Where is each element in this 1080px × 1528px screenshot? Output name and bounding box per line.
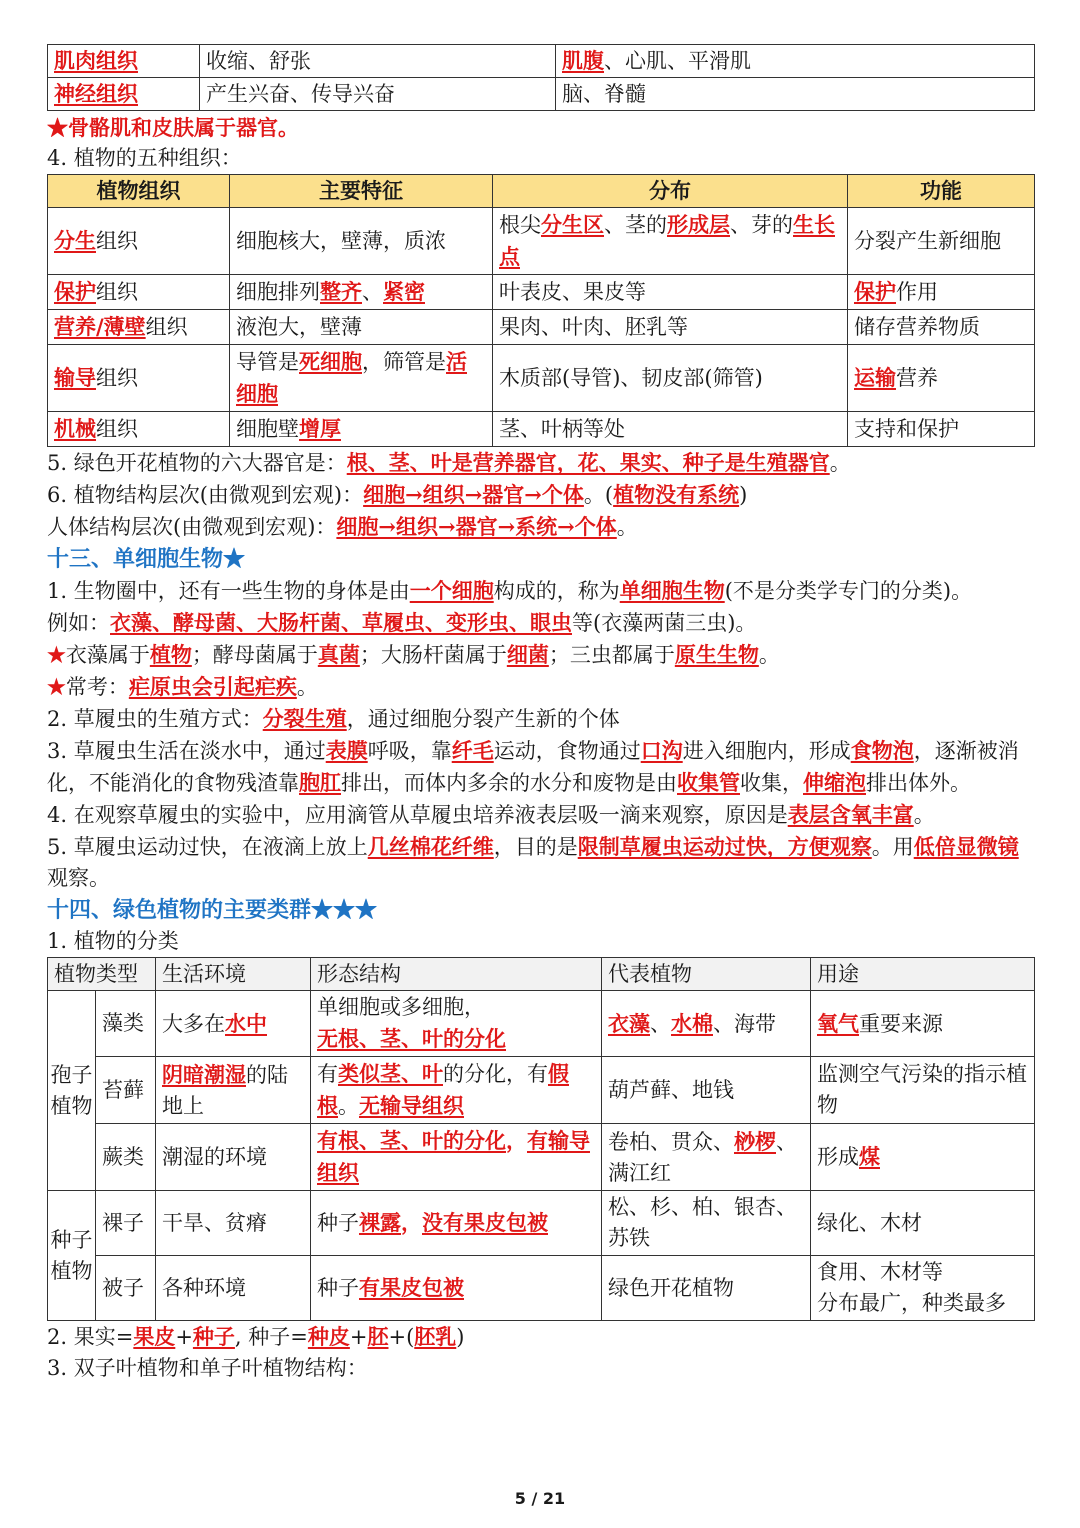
plant-environment: 潮湿的环境 <box>156 1124 311 1191</box>
tissue-example: 脑、脊髓 <box>556 78 1035 111</box>
tissue-distribution: 果肉、叶肉、胚乳等 <box>493 310 848 345</box>
plant-morphology: 种子裸露，没有果皮包被 <box>311 1191 602 1256</box>
column-header: 用途 <box>811 958 1035 991</box>
tissue-name: 肌肉组织 <box>54 48 138 73</box>
tissue-name: 输导组织 <box>48 345 230 412</box>
tissue-feature: 导管是死细胞，筛管是活细胞 <box>230 345 493 412</box>
paragraph: 5. 草履虫运动过快，在液滴上放上几丝棉花纤维，目的是限制草履虫运动过快，方便观察。用低倍显微镜观察。 <box>47 834 1019 890</box>
animal-tissue-table <box>47 44 1035 111</box>
plant-representative: 松、杉、柏、银杏、苏铁 <box>602 1191 811 1256</box>
column-header: 形态结构 <box>311 958 602 991</box>
paragraph: ★常考：疟原虫会引起疟疾。 <box>47 674 318 699</box>
plant-type: 藻类 <box>96 991 156 1057</box>
table-row <box>48 1124 1035 1191</box>
tissue-name: 保护组织 <box>48 275 230 310</box>
paragraph: ★衣藻属于植物；酵母菌属于真菌；大肠杆菌属于细菌；三虫都属于原生生物。 <box>47 642 780 667</box>
plant-use: 食用、木材等 分布最广，种类最多 <box>811 1256 1035 1321</box>
plant-classification-table <box>47 957 1035 1321</box>
plant-type: 裸子 <box>96 1191 156 1256</box>
column-header: 功能 <box>848 175 1035 208</box>
example-rest: 、心肌、平滑肌 <box>604 49 751 73</box>
tissue-name: 分生组织 <box>48 208 230 275</box>
table-row <box>48 45 1035 78</box>
tissue-function: 保护作用 <box>848 275 1035 310</box>
table-row <box>48 412 1035 447</box>
tissue-distribution: 根尖分生区、茎的形成层、芽的生长点 <box>493 208 848 275</box>
plant-representative: 卷柏、贯众、桫椤、满江红 <box>602 1124 811 1191</box>
table-row <box>48 208 1035 275</box>
tissue-feature: 细胞排列整齐、紧密 <box>230 275 493 310</box>
tissue-function: 收缩、舒张 <box>200 45 556 78</box>
tissue-name: 神经组织 <box>54 81 138 106</box>
plant-morphology: 有类似茎、叶的分化，有假根。无输导组织 <box>311 1057 602 1124</box>
table-header-row <box>48 958 1035 991</box>
tissue-feature: 细胞壁增厚 <box>230 412 493 447</box>
tissue-function: 运输营养 <box>848 345 1035 412</box>
star-icon: ★ <box>47 674 66 699</box>
tissue-function: 储存营养物质 <box>848 310 1035 345</box>
paragraph: 4. 在观察草履虫的实验中，应用滴管从草履虫培养液表层吸一滴来观察，原因是表层含氧丰富。 <box>47 802 935 827</box>
plant-environment: 干旱、贫瘠 <box>156 1191 311 1256</box>
paragraph: 1. 生物圈中，还有一些生物的身体是由一个细胞构成的，称为单细胞生物(不是分类学专门的分类)。 <box>47 578 973 603</box>
section-heading: 十四、绿色植物的主要类群★★★ <box>47 897 378 923</box>
table-row <box>48 1191 1035 1256</box>
page-number: 5 / 21 <box>514 1489 566 1508</box>
table-row <box>48 78 1035 111</box>
plant-type: 被子 <box>96 1256 156 1321</box>
paragraph: 6. 植物结构层次(由微观到宏观)：细胞→组织→器官→个体。(植物没有系统) <box>47 482 748 507</box>
plant-group: 孢子植物 <box>48 991 96 1191</box>
tissue-function: 支持和保护 <box>848 412 1035 447</box>
tissue-function: 分裂产生新细胞 <box>848 208 1035 275</box>
tissue-distribution: 叶表皮、果皮等 <box>493 275 848 310</box>
paragraph: 人体结构层次(由微观到宏观)：细胞→组织→器官→系统→个体。 <box>47 514 638 539</box>
plant-representative: 绿色开花植物 <box>602 1256 811 1321</box>
tissue-distribution: 木质部(导管)、韧皮部(筛管) <box>493 345 848 412</box>
table-row <box>48 1057 1035 1124</box>
paragraph: 3. 草履虫生活在淡水中，通过表膜呼吸，靠纤毛运动，食物通过口沟进入细胞内，形成食物泡，逐渐被消化，不能消化的食物残渣靠胞肛排出，而体内多余的水分和废物是由收集管收集，伸缩泡排出体外。 <box>47 738 1019 795</box>
section-heading: 十三、单细胞生物★ <box>47 546 246 572</box>
paragraph: 1. 植物的分类 <box>47 929 179 953</box>
paragraph: 例如：衣藻、酵母菌、大肠杆菌、草履虫、变形虫、眼虫等(衣藻两菌三虫)。 <box>47 610 757 635</box>
plant-use: 监测空气污染的指示植物 <box>811 1057 1035 1124</box>
column-header: 代表植物 <box>602 958 811 991</box>
tissue-example <box>556 45 1035 78</box>
example-highlight: 肌腹 <box>562 48 604 73</box>
table-row <box>48 275 1035 310</box>
plant-type: 苔藓 <box>96 1057 156 1124</box>
plant-environment: 大多在水中 <box>156 991 311 1057</box>
paragraph: 4. 植物的五种组织： <box>47 146 242 170</box>
plant-morphology: 单细胞或多细胞， 无根、茎、叶的分化 <box>311 991 602 1057</box>
plant-use: 氧气重要来源 <box>811 991 1035 1057</box>
table-row <box>48 1256 1035 1321</box>
table-header-row <box>48 175 1035 208</box>
table-row <box>48 991 1035 1057</box>
tissue-feature: 细胞核大，壁薄，质浓 <box>230 208 493 275</box>
column-header: 主要特征 <box>230 175 493 208</box>
plant-representative: 衣藻、水棉、海带 <box>602 991 811 1057</box>
star-note: ★骨骼肌和皮肤属于器官。 <box>47 115 299 140</box>
paragraph: 5. 绿色开花植物的六大器官是：根、茎、叶是营养器官，花、果实、种子是生殖器官。 <box>47 450 851 475</box>
tissue-distribution: 茎、叶柄等处 <box>493 412 848 447</box>
plant-group: 种子植物 <box>48 1191 96 1321</box>
tissue-name: 机械组织 <box>48 412 230 447</box>
tissue-name: 营养/薄壁组织 <box>48 310 230 345</box>
paragraph: 2. 果实=果皮+种子, 种子=种皮+胚+(胚乳) <box>47 1324 465 1349</box>
column-header: 分布 <box>493 175 848 208</box>
column-header: 植物类型 <box>48 958 156 991</box>
plant-morphology: 种子有果皮包被 <box>311 1256 602 1321</box>
paragraph: 2. 草履虫的生殖方式：分裂生殖，通过细胞分裂产生新的个体 <box>47 706 620 731</box>
paragraph: 3. 双子叶植物和单子叶植物结构： <box>47 1356 368 1380</box>
plant-representative: 葫芦藓、地钱 <box>602 1057 811 1124</box>
tissue-feature: 液泡大，壁薄 <box>230 310 493 345</box>
plant-type: 蕨类 <box>96 1124 156 1191</box>
plant-environment: 各种环境 <box>156 1256 311 1321</box>
plant-morphology: 有根、茎、叶的分化，有输导组织 <box>311 1124 602 1191</box>
plant-use: 形成煤 <box>811 1124 1035 1191</box>
table-row <box>48 345 1035 412</box>
document-page <box>47 44 1035 1384</box>
star-icon: ★ <box>47 642 66 667</box>
plant-use: 绿化、木材 <box>811 1191 1035 1256</box>
column-header: 植物组织 <box>48 175 230 208</box>
plant-tissue-table <box>47 174 1035 447</box>
plant-environment: 阴暗潮湿的陆地上 <box>156 1057 311 1124</box>
column-header: 生活环境 <box>156 958 311 991</box>
tissue-function: 产生兴奋、传导兴奋 <box>200 78 556 111</box>
table-row <box>48 310 1035 345</box>
